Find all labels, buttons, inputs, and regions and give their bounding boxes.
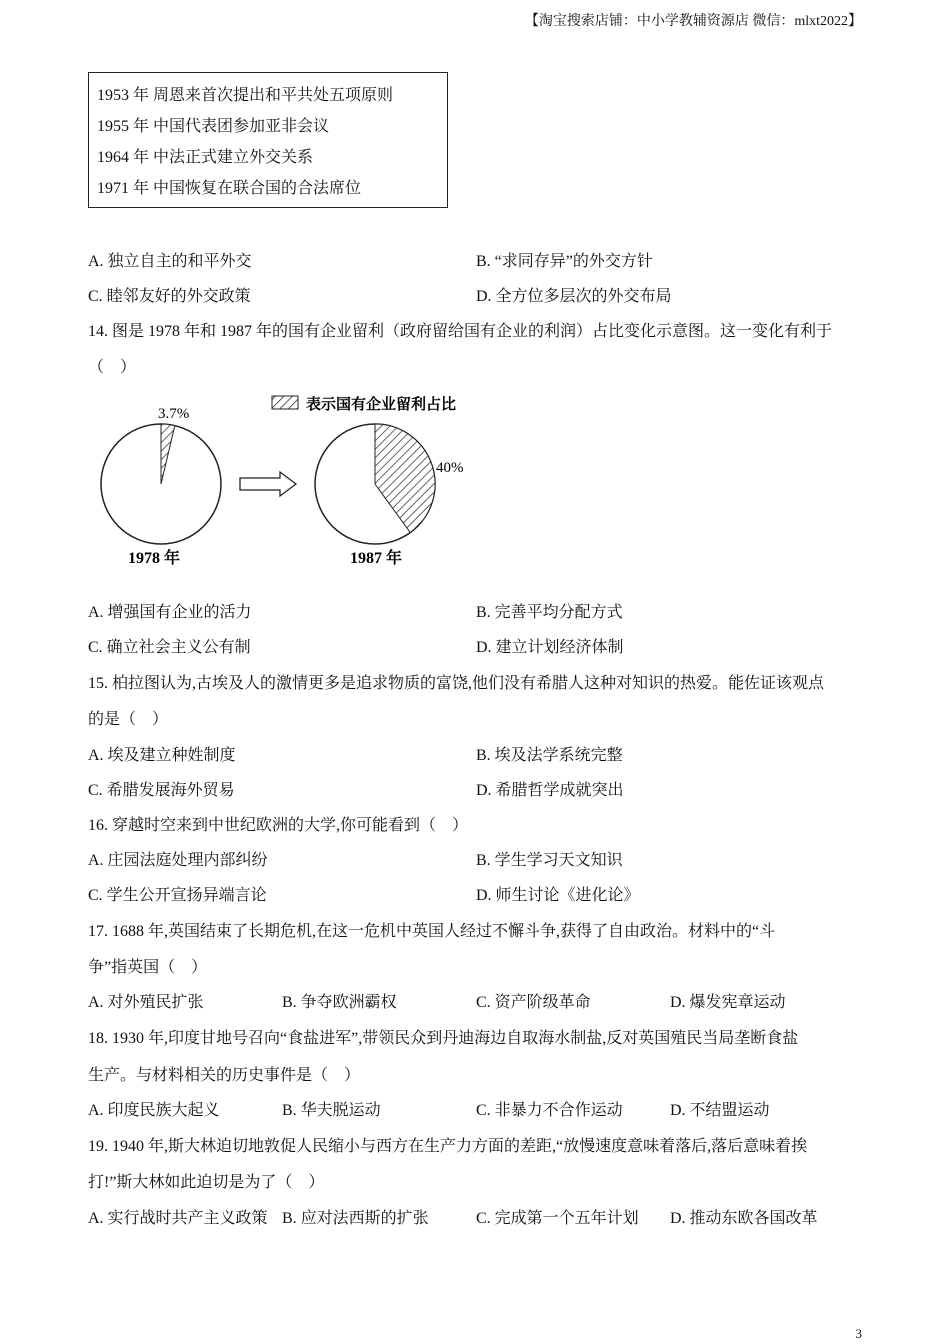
q14-option-d: D. 建立计划经济体制 bbox=[476, 639, 624, 656]
q16-option-c: C. 学生公开宣扬异端言论 bbox=[88, 887, 267, 904]
q16-stem: 16. 穿越时空来到中世纪欧洲的大学,你可能看到（ ） bbox=[88, 817, 469, 834]
timeline-item: 1955 年 中国代表团参加亚非会议 bbox=[97, 118, 330, 135]
q19-option-c: C. 完成第一个五年计划 bbox=[476, 1210, 639, 1227]
q13-option-a: A. 独立自主的和平外交 bbox=[88, 253, 252, 270]
timeline-item: 1953 年 周恩来首次提出和平共处五项原则 bbox=[97, 87, 394, 104]
timeline-item: 1964 年 中法正式建立外交关系 bbox=[97, 149, 314, 166]
page-header: 【淘宝搜索店铺：中小学教辅资源店 微信：mlxt2022】 bbox=[524, 14, 862, 29]
q16-option-d: D. 师生讨论《进化论》 bbox=[476, 887, 640, 904]
timeline-item: 1971 年 中国恢复在联合国的合法席位 bbox=[97, 180, 362, 197]
q17-option-c: C. 资产阶级革命 bbox=[476, 994, 591, 1011]
q18-option-a: A. 印度民族大起义 bbox=[88, 1102, 220, 1119]
timeline-box bbox=[88, 72, 448, 208]
q19-option-b: B. 应对法西斯的扩张 bbox=[282, 1210, 429, 1227]
legend-swatch bbox=[272, 396, 298, 409]
pie-1987-value-label: 40% bbox=[436, 460, 464, 476]
q16-option-a: A. 庄园法庭处理内部纠纷 bbox=[88, 852, 268, 869]
q14-stem: 14. 图是 1978 年和 1987 年的国有企业留利（政府留给国有企业的利润）占比变化示意图。这一变化有利于 bbox=[88, 323, 833, 340]
q17-stem: 17. 1688 年,英国结束了长期危机,在这一危机中英国人经过不懈斗争,获得了自由政治。材料中的“斗 bbox=[88, 923, 776, 940]
q15-stem: 15. 柏拉图认为,古埃及人的激情更多是追求物质的富饶,他们没有希腊人这种对知识的热爱。能佐证该观点 bbox=[88, 675, 825, 692]
q17-option-a: A. 对外殖民扩张 bbox=[88, 994, 204, 1011]
q19-stem: 19. 1940 年,斯大林迫切地敦促人民缩小与西方在生产力方面的差距,“放慢速度意味着落后,落后意味着挨 bbox=[88, 1138, 808, 1155]
q17-option-d: D. 爆发宪章运动 bbox=[670, 994, 786, 1011]
pie-1987-year-label: 1987 年 bbox=[350, 550, 403, 567]
arrow-icon bbox=[240, 472, 296, 496]
q17-option-b: B. 争夺欧洲霸权 bbox=[282, 994, 397, 1011]
q14-stem-cont: （ ） bbox=[88, 359, 137, 376]
q14-option-a: A. 增强国有企业的活力 bbox=[88, 604, 252, 621]
q14-option-c: C. 确立社会主义公有制 bbox=[88, 639, 251, 656]
q15-stem-cont: 的是（ ） bbox=[88, 711, 169, 728]
q13-option-c: C. 睦邻友好的外交政策 bbox=[88, 288, 251, 305]
q17-stem-cont: 争”指英国（ ） bbox=[88, 959, 208, 976]
pie-1978-value-label: 3.7% bbox=[158, 406, 190, 422]
q19-option-a: A. 实行战时共产主义政策 bbox=[88, 1210, 268, 1227]
q19-option-d: D. 推动东欧各国改革 bbox=[670, 1210, 818, 1227]
q14-option-b: B. 完善平均分配方式 bbox=[476, 604, 623, 621]
pie-1978-year-label: 1978 年 bbox=[128, 550, 181, 567]
pie-chart-figure bbox=[88, 388, 508, 573]
q15-option-c: C. 希腊发展海外贸易 bbox=[88, 782, 235, 799]
q15-option-d: D. 希腊哲学成就突出 bbox=[476, 782, 624, 799]
q13-option-d: D. 全方位多层次的外交布局 bbox=[476, 288, 672, 305]
q18-option-c: C. 非暴力不合作运动 bbox=[476, 1102, 623, 1119]
legend-label: 表示国有企业留利占比 bbox=[306, 397, 457, 413]
q18-stem-cont: 生产。与材料相关的历史事件是（ ） bbox=[88, 1067, 361, 1084]
q18-option-b: B. 华夫脱运动 bbox=[282, 1102, 381, 1119]
q18-option-d: D. 不结盟运动 bbox=[670, 1102, 770, 1119]
q16-option-b: B. 学生学习天文知识 bbox=[476, 852, 623, 869]
q15-option-a: A. 埃及建立种姓制度 bbox=[88, 747, 236, 764]
q15-option-b: B. 埃及法学系统完整 bbox=[476, 747, 623, 764]
page-number: 3 bbox=[855, 1326, 862, 1341]
q18-stem: 18. 1930 年,印度甘地号召向“食盐进军”,带领民众到丹迪海边自取海水制盐,反对英国殖民当局垄断食盐 bbox=[88, 1030, 799, 1047]
q19-stem-cont: 打!”斯大林如此迫切是为了（ ） bbox=[88, 1174, 325, 1191]
q13-option-b: B. “求同存异”的外交方针 bbox=[476, 253, 653, 270]
